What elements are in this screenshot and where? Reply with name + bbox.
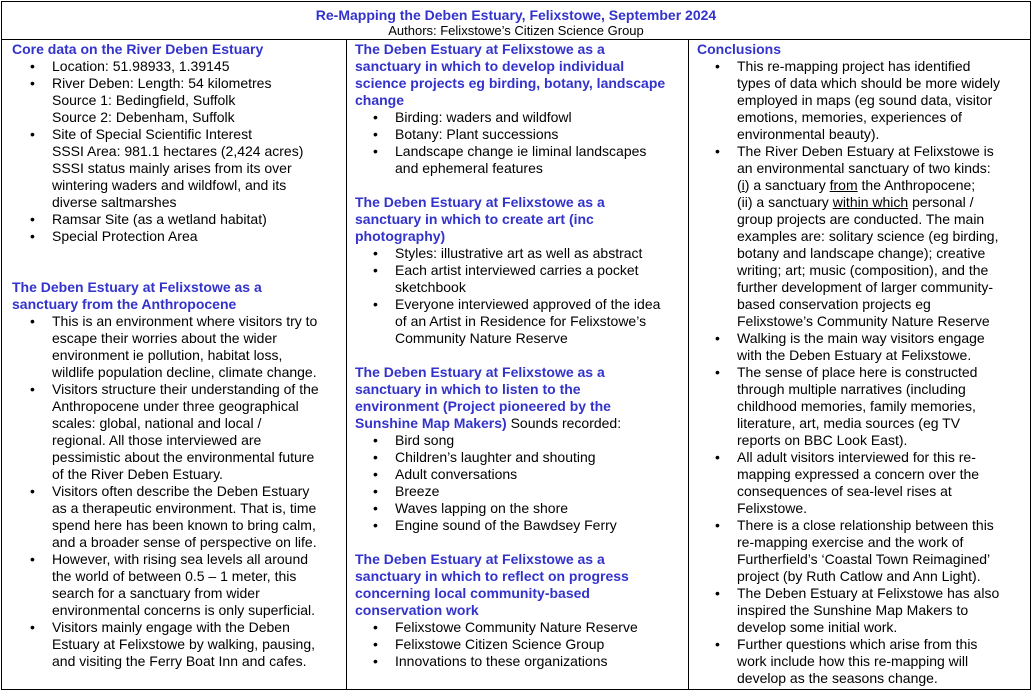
list-item: • Ramsar Site (as a wetland habitat) (52, 211, 342, 228)
document-header (1, 1, 1031, 39)
list-item: • Location: 51.98933, 1.39145 (52, 58, 342, 75)
list-item: • However, with rising sea levels all around the world of between 0.5 – 1 meter, this search for a sanctuary from wider environmental concerns is only superficial. (52, 551, 342, 619)
list-item: • Botany: Plant successions (395, 126, 684, 143)
core-data-list (12, 58, 342, 245)
list-item: • Breeze (395, 483, 684, 500)
list-item: • The sense of place here is constructed through multiple narratives (including childhood memories, family memories, literature, art, media sources (eg TV reports on BBC Look East). (737, 364, 1026, 449)
list-item: • This re-mapping project has identified types of data which should be more widely employed in maps (eg sound data, visitor emotions, memories, experiences of environmental beauty). (737, 58, 1026, 143)
art-list (355, 245, 684, 347)
list-item: • Styles: illustrative art as well as abstract (395, 245, 684, 262)
conclusions-list (697, 58, 1026, 330)
list-item: • Each artist interviewed carries a pocket sketchbook (395, 262, 684, 296)
conclusions-list-rest (697, 330, 1026, 687)
document-authors: Authors: Felixstowe’s Citizen Science Group (388, 23, 644, 38)
column-conclusions (688, 39, 1031, 690)
list-item: • This is an environment where visitors try to escape their worries about the wider environment ie pollution, habitat loss, wildlife population decline, climate change. (52, 313, 342, 381)
list-item: • Felixstowe Community Nature Reserve (395, 619, 684, 636)
list-item: • Special Protection Area (52, 228, 342, 245)
list-item: • Visitors structure their understanding of the Anthropocene under three geographical scales: global, national and local / regional. All those interviewed are pessimistic about the environmental future of the River Deben Estuary. (52, 381, 342, 483)
list-item: • Bird song (395, 432, 684, 449)
list-item: • Engine sound of the Bawdsey Ferry (395, 517, 684, 534)
column-core-data (1, 39, 347, 690)
section-heading-listen: The Deben Estuary at Felixstowe as a sanctuary in which to listen to the environment (Project pioneered by the Sunshine Map Makers) Sounds recorded: (355, 364, 622, 431)
list-item: • Adult conversations (395, 466, 684, 483)
list-item: • Children’s laughter and shouting (395, 449, 684, 466)
list-item: • There is a close relationship between this re-mapping exercise and the work of Furtherfield’s ‘Coastal Town Reimagined’ project (by Ruth Catlow and Ann Light). (737, 517, 1026, 585)
listen-heading-suffix: Sounds recorded: (506, 415, 622, 431)
list-item: • Further questions which arise from this work include how this re-mapping will develop as the seasons change. (737, 636, 1026, 687)
list-item: • Site of Special Scientific Interest SSSI Area: 981.1 hectares (2,424 acres) SSSI status mainly arises from its over wintering waders and wildfowl, and its diverse saltmarshes (52, 126, 342, 211)
section-heading-art: The Deben Estuary at Felixstowe as a sanctuary in which to create art (inc photography) (355, 194, 605, 244)
section-heading-science: The Deben Estuary at Felixstowe as a sanctuary in which to develop individual science projects eg birding, botany, landscape change (355, 41, 666, 108)
sounds-list (355, 432, 684, 534)
list-item: • The River Deben Estuary at Felixstowe is an environmental sanctuary of two kinds: (i) a sanctuary from the Anthropocene; (ii) a sanctuary within which personal / group projects are conducted. The main examples are: solitary science (eg birding, botany and landscape change); creative writing; art; music (composition), and the further development of larger community- based conservation projects eg Felixstowe’s Community Nature Reserve (737, 143, 1026, 330)
list-item: • Innovations to these organizations (395, 653, 684, 670)
list-item: • All adult visitors interviewed for this re- mapping expressed a concern over the consequences of sea-level rises at Felixstowe. (737, 449, 1026, 517)
list-item: • Walking is the main way visitors engage with the Deben Estuary at Felixstowe. (737, 330, 1026, 364)
list-item: • Waves lapping on the shore (395, 500, 684, 517)
list-item: • Visitors often describe the Deben Estuary as a therapeutic environment. That is, time spend here has been known to bring calm, and a broader sense of perspective on life. (52, 483, 342, 551)
science-list (355, 109, 684, 177)
list-item: • Everyone interviewed approved of the idea of an Artist in Residence for Felixstowe’s Community Nature Reserve (395, 296, 684, 347)
section-heading-anthropocene: The Deben Estuary at Felixstowe as a sanctuary from the Anthropocene (12, 279, 262, 312)
list-item: • Birding: waders and wildfowl (395, 109, 684, 126)
section-heading-core-data: Core data on the River Deben Estuary (12, 41, 264, 57)
conservation-list (355, 619, 684, 670)
list-item: • The Deben Estuary at Felixstowe has also inspired the Sunshine Map Makers to develop some initial work. (737, 585, 1026, 636)
section-heading-conservation: The Deben Estuary at Felixstowe as a sanctuary in which to reflect on progress concerning local community-based conservation work (355, 551, 629, 618)
document-title: Re-Mapping the Deben Estuary, Felixstowe, September 2024 (315, 7, 717, 23)
list-item: • Landscape change ie liminal landscapes and ephemeral features (395, 143, 684, 177)
section-heading-conclusions: Conclusions (697, 41, 782, 57)
anthropocene-list (12, 313, 342, 670)
list-item: • Visitors mainly engage with the Deben Estuary at Felixstowe by walking, pausing, and visiting the Ferry Boat Inn and cafes. (52, 619, 342, 670)
list-item: • River Deben: Length: 54 kilometres Source 1: Bedingfield, Suffolk Source 2: Debenham, Suffolk (52, 75, 342, 126)
column-sanctuary-activities (346, 39, 689, 690)
listen-heading-last-line: Sunshine Map Makers) (355, 415, 507, 431)
list-item: • Felixstowe Citizen Science Group (395, 636, 684, 653)
